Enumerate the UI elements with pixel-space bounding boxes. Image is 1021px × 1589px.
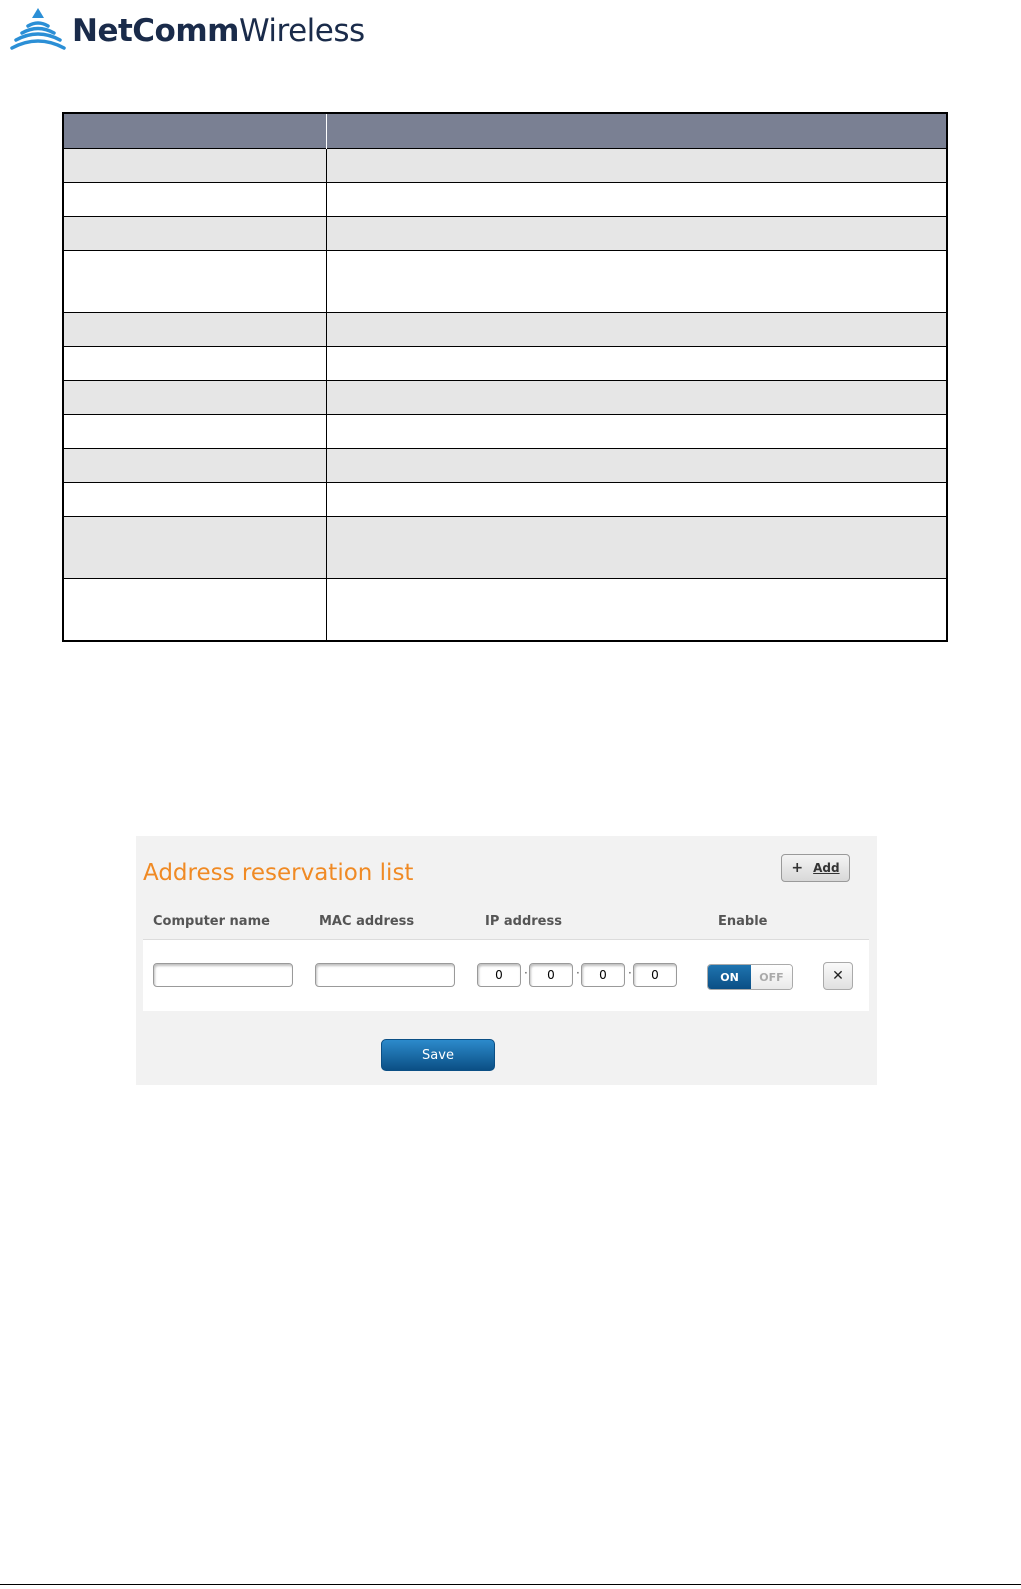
table-row	[63, 517, 947, 579]
wifi-signal-icon	[10, 6, 66, 56]
table-header-cell	[327, 113, 948, 149]
ip-octet-1[interactable]: 0	[477, 963, 521, 987]
table-row	[63, 313, 947, 347]
brand-name	[72, 13, 365, 49]
brand-light: Wireless	[238, 13, 365, 49]
add-button[interactable]	[781, 854, 850, 882]
column-header-computer-name: Computer name	[153, 914, 270, 929]
table-row	[63, 347, 947, 381]
column-header-enable: Enable	[718, 914, 768, 929]
reservation-row	[143, 939, 869, 1011]
table-row	[63, 415, 947, 449]
enable-toggle[interactable]	[707, 964, 793, 990]
computer-name-input[interactable]	[153, 963, 293, 987]
table-row	[63, 149, 947, 183]
ip-separator: ·	[628, 966, 632, 980]
save-button[interactable]: Save	[381, 1039, 495, 1071]
settings-table	[62, 112, 948, 642]
ip-separator: ·	[576, 966, 580, 980]
table-header-cell	[63, 113, 327, 149]
table-row	[63, 217, 947, 251]
add-button-label: Add	[813, 861, 840, 875]
column-header-ip-address: IP address	[485, 914, 562, 929]
address-reservation-panel	[136, 836, 877, 1085]
brand-bold: NetComm	[72, 13, 239, 49]
column-header-mac-address: MAC address	[319, 914, 415, 929]
table-row	[63, 381, 947, 415]
netcomm-logo	[10, 6, 365, 56]
table-row	[63, 579, 947, 642]
toggle-on-label: ON	[708, 965, 751, 989]
footer-divider	[0, 1584, 1021, 1585]
table-row	[63, 449, 947, 483]
table-row	[63, 483, 947, 517]
mac-address-input[interactable]	[315, 963, 455, 987]
table-row	[63, 183, 947, 217]
delete-row-button[interactable]	[823, 962, 853, 990]
plus-icon: +	[791, 860, 804, 876]
ip-separator: ·	[524, 966, 528, 980]
toggle-off-label: OFF	[751, 965, 792, 989]
close-icon: ✕	[832, 968, 844, 984]
ip-octet-3[interactable]: 0	[581, 963, 625, 987]
panel-title: Address reservation list	[143, 860, 414, 886]
table-header-row	[63, 113, 947, 149]
ip-octet-4[interactable]: 0	[633, 963, 677, 987]
ip-octet-2[interactable]: 0	[529, 963, 573, 987]
table-row	[63, 251, 947, 313]
